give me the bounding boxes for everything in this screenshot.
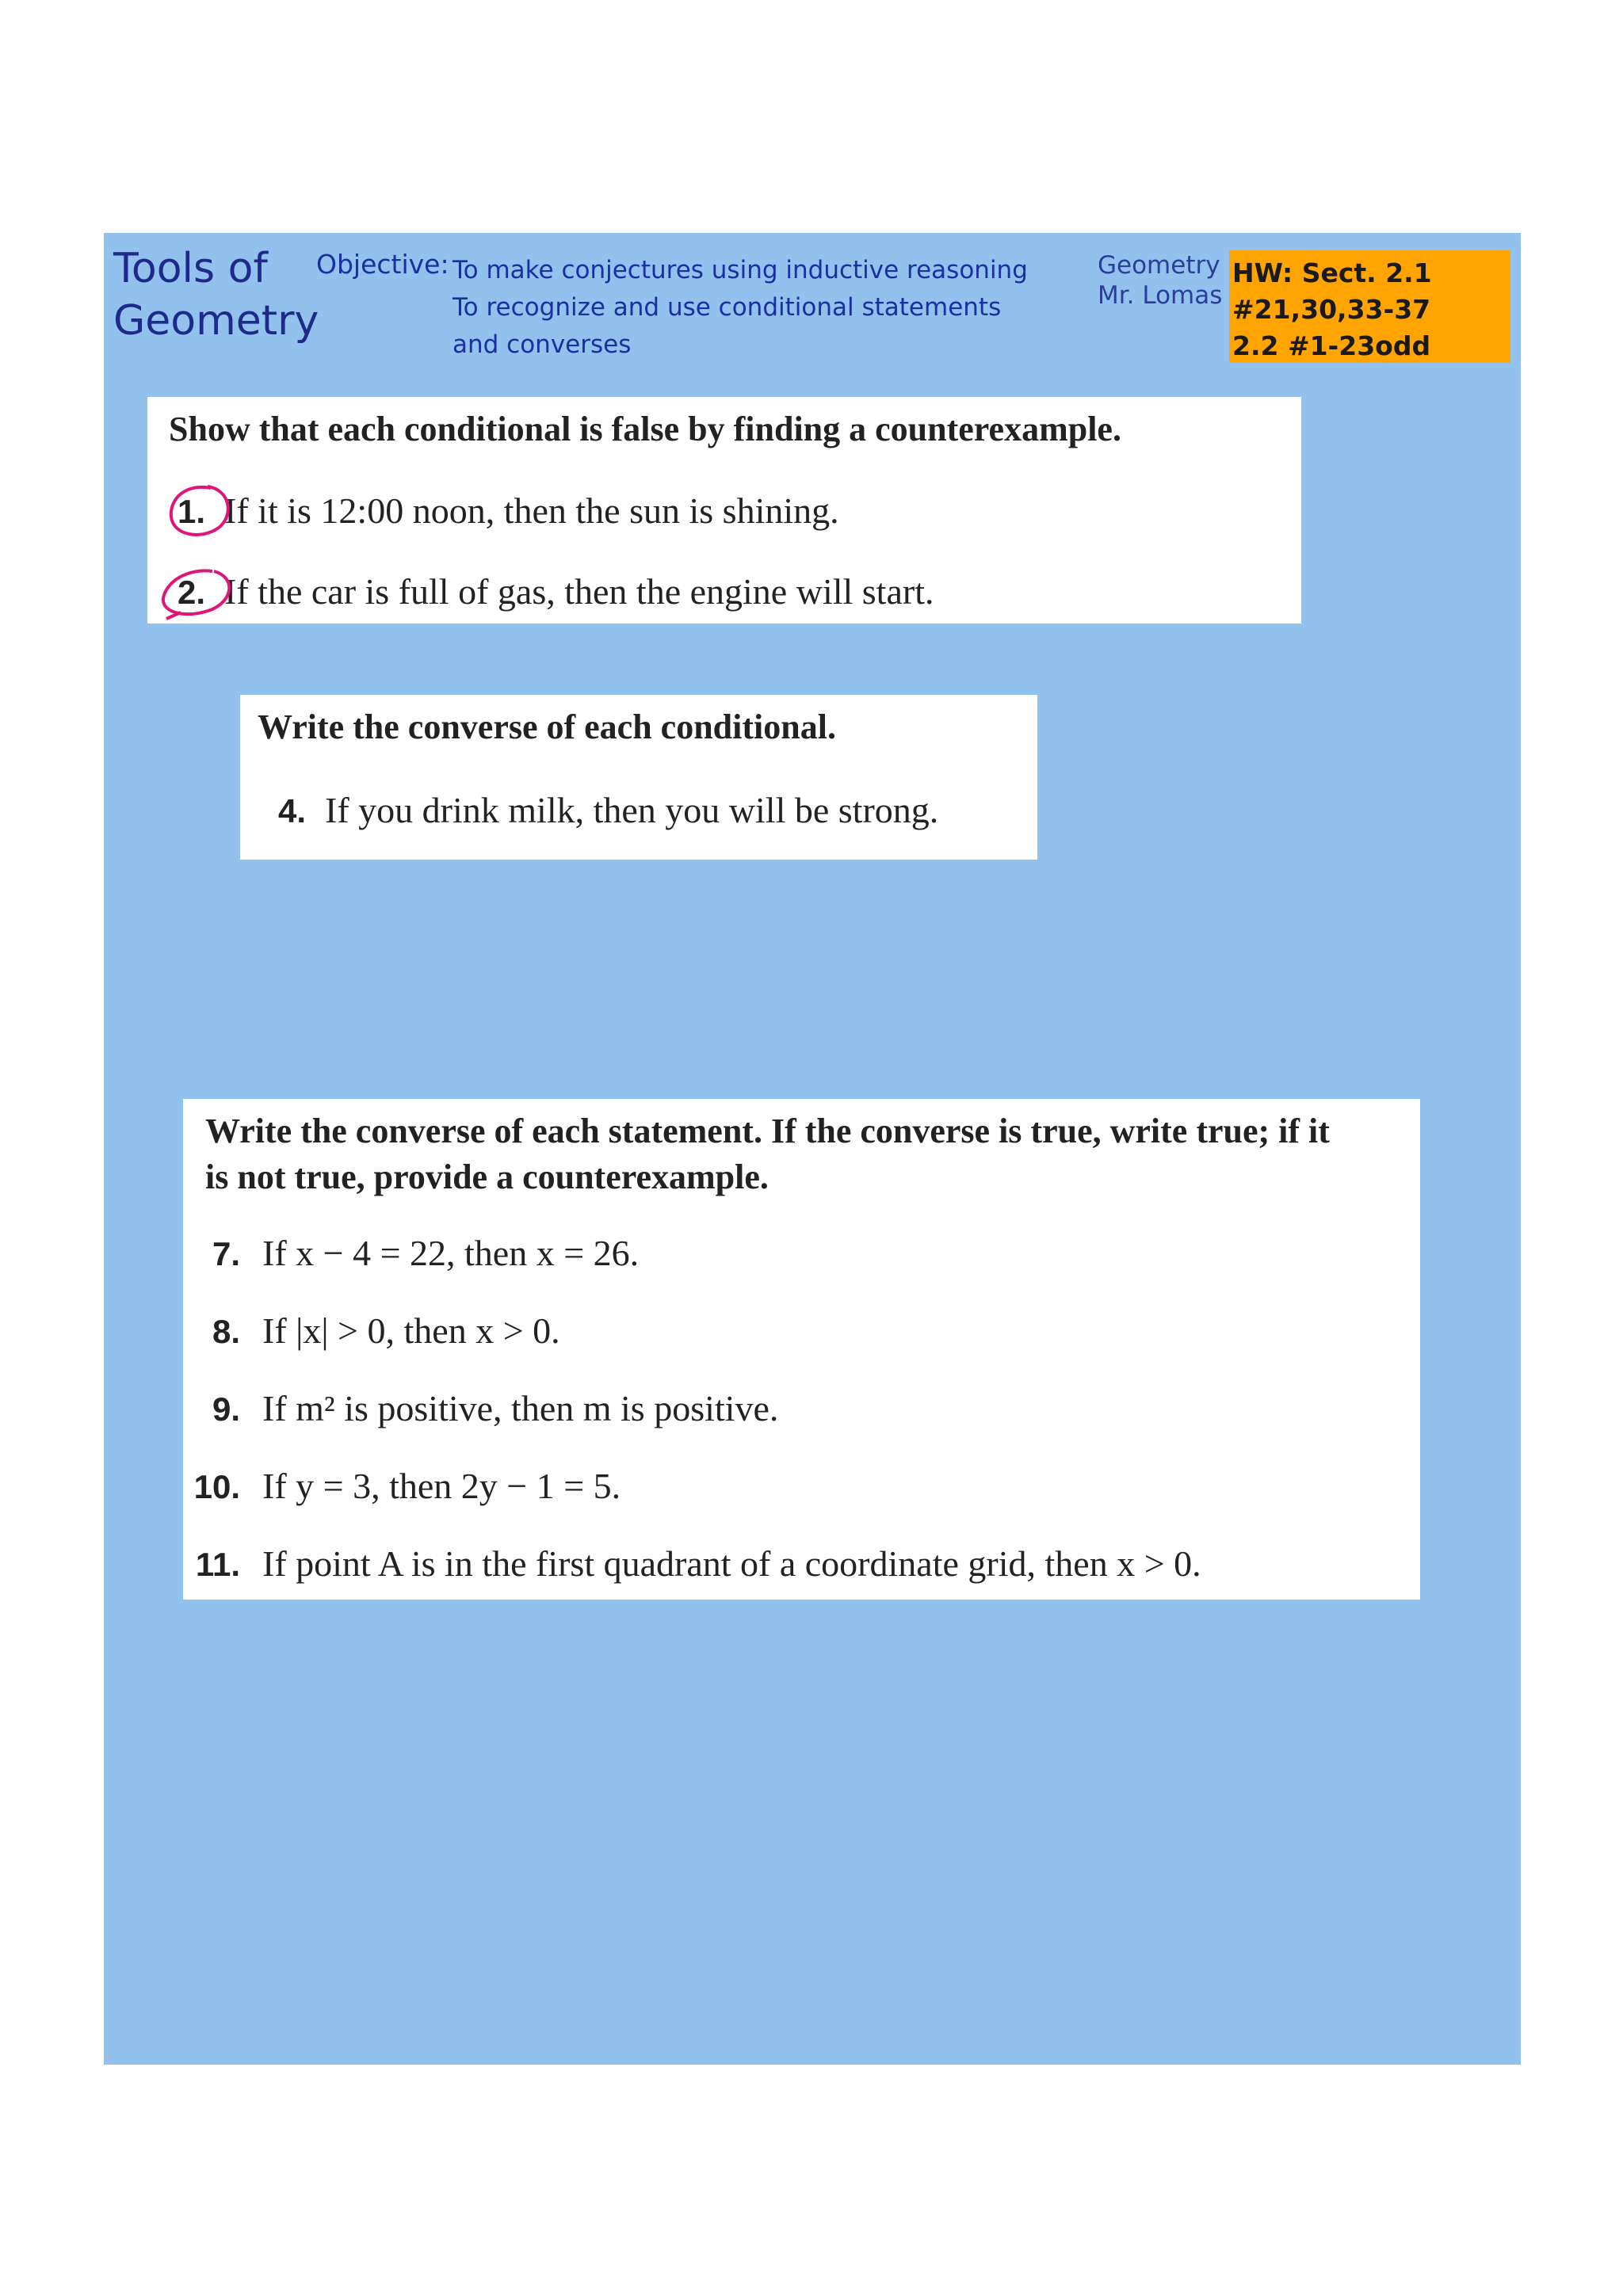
problem-item — [183, 1308, 560, 1355]
objective-label: Objective: — [316, 249, 449, 280]
course-info — [1098, 250, 1222, 311]
problem-item — [183, 1541, 1201, 1588]
converse-problems — [240, 695, 1037, 860]
problem-number: 11. — [195, 1546, 240, 1583]
teacher-name: Mr. Lomas — [1098, 281, 1223, 310]
problem-number: 10. — [193, 1468, 240, 1505]
problem-item — [183, 1386, 778, 1432]
problem-number: 7. — [212, 1235, 240, 1272]
section-instruction: Write the converse of each conditional. — [258, 707, 836, 746]
converse-statement-problems — [183, 1099, 1420, 1600]
handwritten-circle-icon — [163, 480, 242, 543]
problem-item — [178, 488, 839, 535]
problem-item — [183, 1463, 621, 1510]
problem-item — [278, 788, 938, 834]
problem-text: If it is 12:00 noon, then the sun is shining. — [224, 490, 839, 531]
counterexample-problems — [147, 397, 1301, 624]
problem-number: 1. — [178, 493, 206, 530]
problem-number: 8. — [212, 1313, 240, 1350]
problem-text: If the car is full of gas, then the engine will start. — [224, 571, 934, 612]
homework-box: HW: Sect. 2.1 #21,30,33-37 2.2 #1-23odd — [1229, 250, 1510, 363]
problem-number: 4. — [278, 792, 307, 830]
objective-text: To make conjectures using inductive reasoning To recognize and use conditional statements and converses — [453, 256, 1028, 359]
worksheet-slide — [104, 233, 1521, 2065]
circle-stroke — [163, 570, 229, 619]
problem-text: If |x| > 0, then x > 0. — [262, 1310, 560, 1351]
problem-item — [183, 1230, 639, 1277]
problem-text: If point A is in the first quadrant of a coordinate grid, then x > 0. — [262, 1543, 1201, 1584]
problem-number: 9. — [212, 1390, 240, 1428]
section-instruction-line: Write the converse of each statement. If the converse is true, write true; if it — [205, 1112, 1330, 1150]
section-instruction-line: is not true, provide a counterexample. — [205, 1158, 769, 1196]
problem-text: If y = 3, then 2y − 1 = 5. — [262, 1466, 621, 1506]
problem-text: If you drink milk, then you will be strong. — [325, 790, 939, 830]
problem-item — [178, 569, 934, 616]
problem-text: If x − 4 = 22, then x = 26. — [262, 1233, 640, 1273]
section-instruction: Show that each conditional is false by finding a counterexample. — [169, 410, 1121, 448]
problem-text: If m² is positive, then m is positive. — [262, 1388, 779, 1428]
handwritten-circle-icon — [157, 563, 244, 623]
course-name: Geometry — [1098, 251, 1220, 280]
problem-number: 2. — [178, 574, 206, 611]
lesson-title: Tools of Geometry — [113, 245, 319, 345]
circle-stroke — [171, 486, 228, 535]
